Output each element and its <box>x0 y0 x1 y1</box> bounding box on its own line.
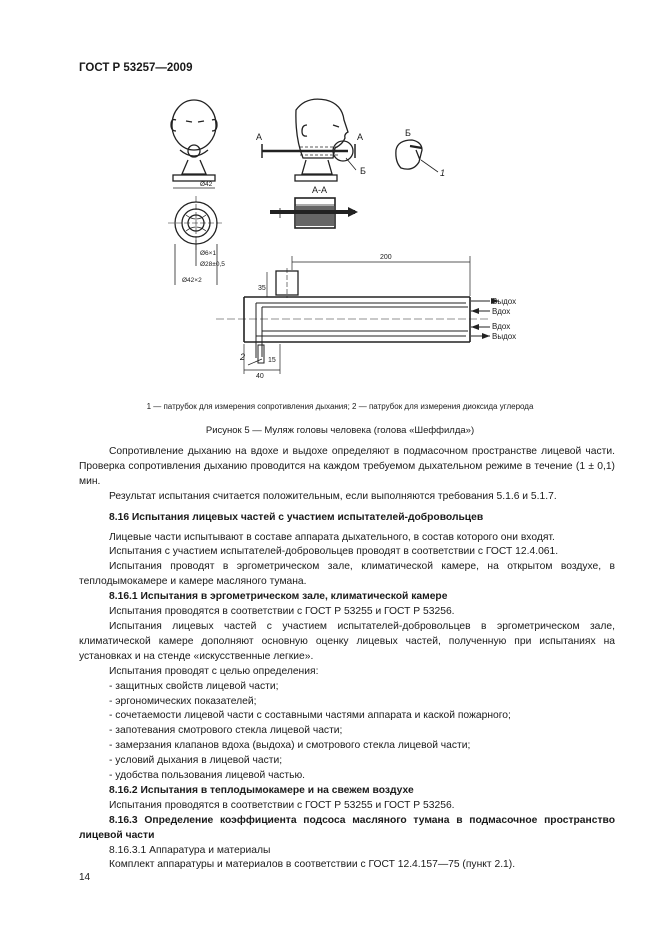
paragraph: Результат испытания считается положительным, если выполняются требования 5.1.6 и 5.1.7. <box>109 490 557 502</box>
label-section-aa: А-А <box>312 185 328 195</box>
label-section-a-right: А <box>357 132 364 142</box>
label-detail-b-mark: Б <box>360 166 366 176</box>
dim-15: 15 <box>268 357 276 364</box>
paragraph: Испытания проводятся в соответствии с ГОСТ Р 53255 и ГОСТ Р 53256. <box>109 606 455 618</box>
list-item: - замерзания клапанов вдоха (выдоха) и смотрового стекла лицевой части; <box>109 740 471 752</box>
tube-assembly-view <box>216 268 490 365</box>
section-heading: 8.16 Испытания лицевых частей с участием испытателей-добровольцев <box>109 511 484 523</box>
figure-5-head-dummy <box>0 90 661 410</box>
list-item: - условий дыхания в лицевой части; <box>109 755 283 767</box>
list-item: - сочетаемости лицевой части с составными частями аппарата и каской пожарного; <box>109 710 511 722</box>
callout-1: 1 <box>440 168 446 178</box>
paragraph: 8.16.3.1 Аппаратура и материалы <box>109 844 271 856</box>
paragraph: Испытания проводят в эргометрическом зале, климатической камере, на открытом воздухе, в теплодымокамере и камере масляного тумана. <box>79 561 615 588</box>
flow-label-2: Вдох <box>492 307 511 316</box>
dim-42: Ø42 <box>200 181 213 188</box>
dim-35: 35 <box>258 285 266 292</box>
dimension-lines <box>244 256 470 374</box>
flow-label-3: Вдох <box>492 322 511 331</box>
dim-40: 40 <box>256 373 264 380</box>
paragraph: Испытания проводят с целью определения: <box>109 665 319 677</box>
flow-label-1: Выдох <box>492 297 517 306</box>
neck-section-view <box>168 196 224 285</box>
paragraph: Сопротивление дыханию на вдохе и выдохе определяют в подмасочном пространстве лицевой части. Проверка сопротивления дыханию проводится на каждом требуемом дыхательном режиме в течение (1 ± 0,1) мин. <box>79 446 615 487</box>
section-heading: 8.16.3 Определение коэффициента подсоса масляного тумана в подмасочное пространство лицевой части <box>79 814 615 841</box>
flow-arrows <box>471 301 490 336</box>
head-front-view <box>171 100 217 188</box>
head-side-view <box>262 99 356 181</box>
detail-b-view <box>396 140 438 172</box>
section-aa-view <box>270 198 358 228</box>
label-detail-b: Б <box>405 128 411 138</box>
paragraph: Комплект аппаратуры и материалов в соответствии с ГОСТ 12.4.157—75 (пункт 2.1). <box>109 859 516 871</box>
dim-28: Ø28±0,5 <box>200 261 225 268</box>
paragraph: Испытания с участием испытателей-добровольцев проводят в соответствии с ГОСТ 12.4.061. <box>109 546 559 558</box>
paragraph: Лицевые части испытывают в составе аппарата дыхательного, в состав которого они входят. <box>109 531 555 543</box>
list-item: - защитных свойств лицевой части; <box>109 680 279 692</box>
dim-6: Ø6×1 <box>200 250 217 257</box>
body-text <box>79 445 615 873</box>
flow-label-4: Выдох <box>492 332 517 341</box>
paragraph: Испытания проводятся в соответствии с ГОСТ Р 53255 и ГОСТ Р 53256. <box>109 799 455 811</box>
list-item: - запотевания смотрового стекла лицевой части; <box>109 725 343 737</box>
page-number: 14 <box>79 872 91 883</box>
figure-caption: Рисунок 5 — Муляж головы человека (голова «Шеффилда») <box>205 425 475 436</box>
list-item: - эргономических показателей; <box>109 695 257 707</box>
figure-legend: 1 — патрубок для измерения сопротивления дыхания; 2 — патрубок для измерения диоксида углерода <box>146 402 534 411</box>
section-heading: 8.16.2 Испытания в теплодымокамере и на свежем воздухе <box>109 784 414 796</box>
dim-42x2: Ø42×2 <box>182 277 202 284</box>
section-heading: 8.16.1 Испытания в эргометрическом зале, климатической камере <box>109 591 448 603</box>
paragraph: Испытания лицевых частей с участием испытателей-добровольцев в эргометрическом зале, климатической камере дополняют основную оценку лицевых частей, полученную при испытаниях на установках и на стенде «искусственные легкие». <box>79 620 615 662</box>
callout-2: 2 <box>240 352 246 362</box>
document-header: ГОСТ Р 53257—2009 <box>79 62 193 74</box>
label-section-a-left: А <box>256 132 263 142</box>
dim-200: 200 <box>380 254 392 261</box>
list-item: - удобства пользования лицевой частью. <box>109 770 306 782</box>
